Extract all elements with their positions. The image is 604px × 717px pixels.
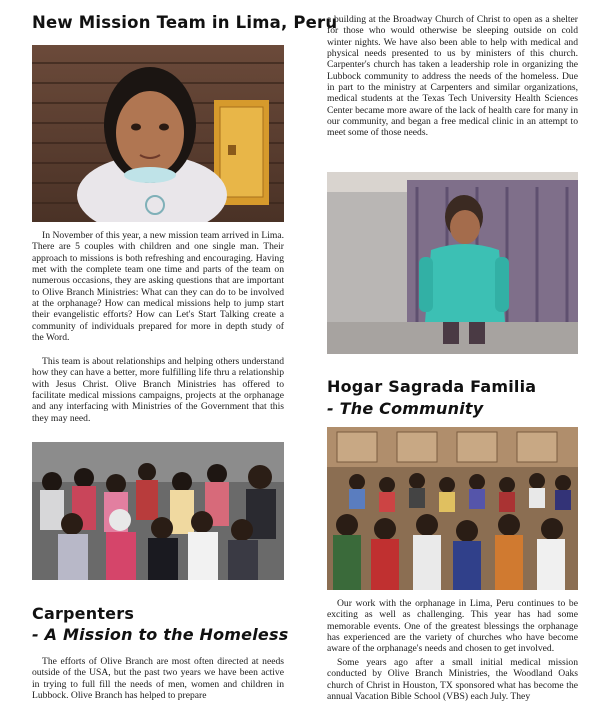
children-group-photo — [32, 442, 284, 580]
carpenters-paragraph-1: The efforts of Olive Branch are most often directed at needs outside of the USA, but the past two years we have been active in trying to full fill the needs of men, women and children in Lubbock. Olive Branch has helped to prepare — [32, 656, 284, 702]
hogar-subtitle: - The Community — [327, 399, 484, 418]
child-in-jacket-photo — [327, 172, 578, 354]
carpenters-headline — [32, 603, 288, 645]
carpenters-subtitle: - A Mission to the Homeless — [32, 625, 289, 644]
carpenters-paragraph-2: a building at the Broadway Church of Christ to open as a shelter for those who would otherwise be sleeping outside on cold winter nights. We have also been able to help with medical and physical needs presented to us by ministers of this church. Carpenter's church has taken a leadership role in organizing the Lubbock community to address the needs of the homeless. Due in part to the ministry at Carpenters and similar organizations, medical students at the Texas Tech University Health Sciences Center became more aware of the lack of health care for many in our community, and began a free medical clinic in an attempt to meet some of those needs. — [327, 14, 578, 139]
carpenters-title: Carpenters — [32, 604, 135, 623]
orphanage-children-photo — [327, 427, 578, 590]
hogar-paragraph-1: Our work with the orphanage in Lima, Peru continues to be exciting as well as challenging. This year has had some memorable events. One of the greatest blessings the orphanage has experienced are the variety of churches who have become aware of the orphanage's needs and chosen to get involved. — [327, 598, 578, 655]
hogar-title: Hogar Sagrada Familia — [327, 377, 537, 396]
mission-team-headline: New Mission Team in Lima, Peru — [32, 13, 338, 32]
mission-team-paragraph-1: In November of this year, a new mission team arrived in Lima. There are 5 couples with children and one single man. Their approach to missions is both refreshing and encouraging. Having met with the complete team one time and parts of the team on numerous occasions, they are asking questions that are important to Olive Branch Ministries: What can they can do to be involved at the orphanage? How can medical missions help to jump start their evangelistic efforts? How can Let's Start Talking create a community of individuals prepared for more in depth study of the Word. — [32, 230, 284, 344]
girl-portrait-photo — [32, 45, 284, 222]
hogar-paragraph-2: Some years ago after a small initial medical mission conducted by Olive Branch Ministries, the Woodland Oaks church of Christ in Houston, TX sponsored what has become the annual Vacation Bible School (VBS) each July. They — [327, 657, 578, 703]
mission-team-paragraph-2: This team is about relationships and helping others understand how they can have a better, more fulfilling life thru a relationship with Jesus Christ. Olive Branch Ministries has offered to facilitate medical missions campaigns, projects at the orphanage and any interfacing with Ministries of the Government that this they may need. — [32, 356, 284, 424]
hogar-headline — [327, 376, 536, 420]
